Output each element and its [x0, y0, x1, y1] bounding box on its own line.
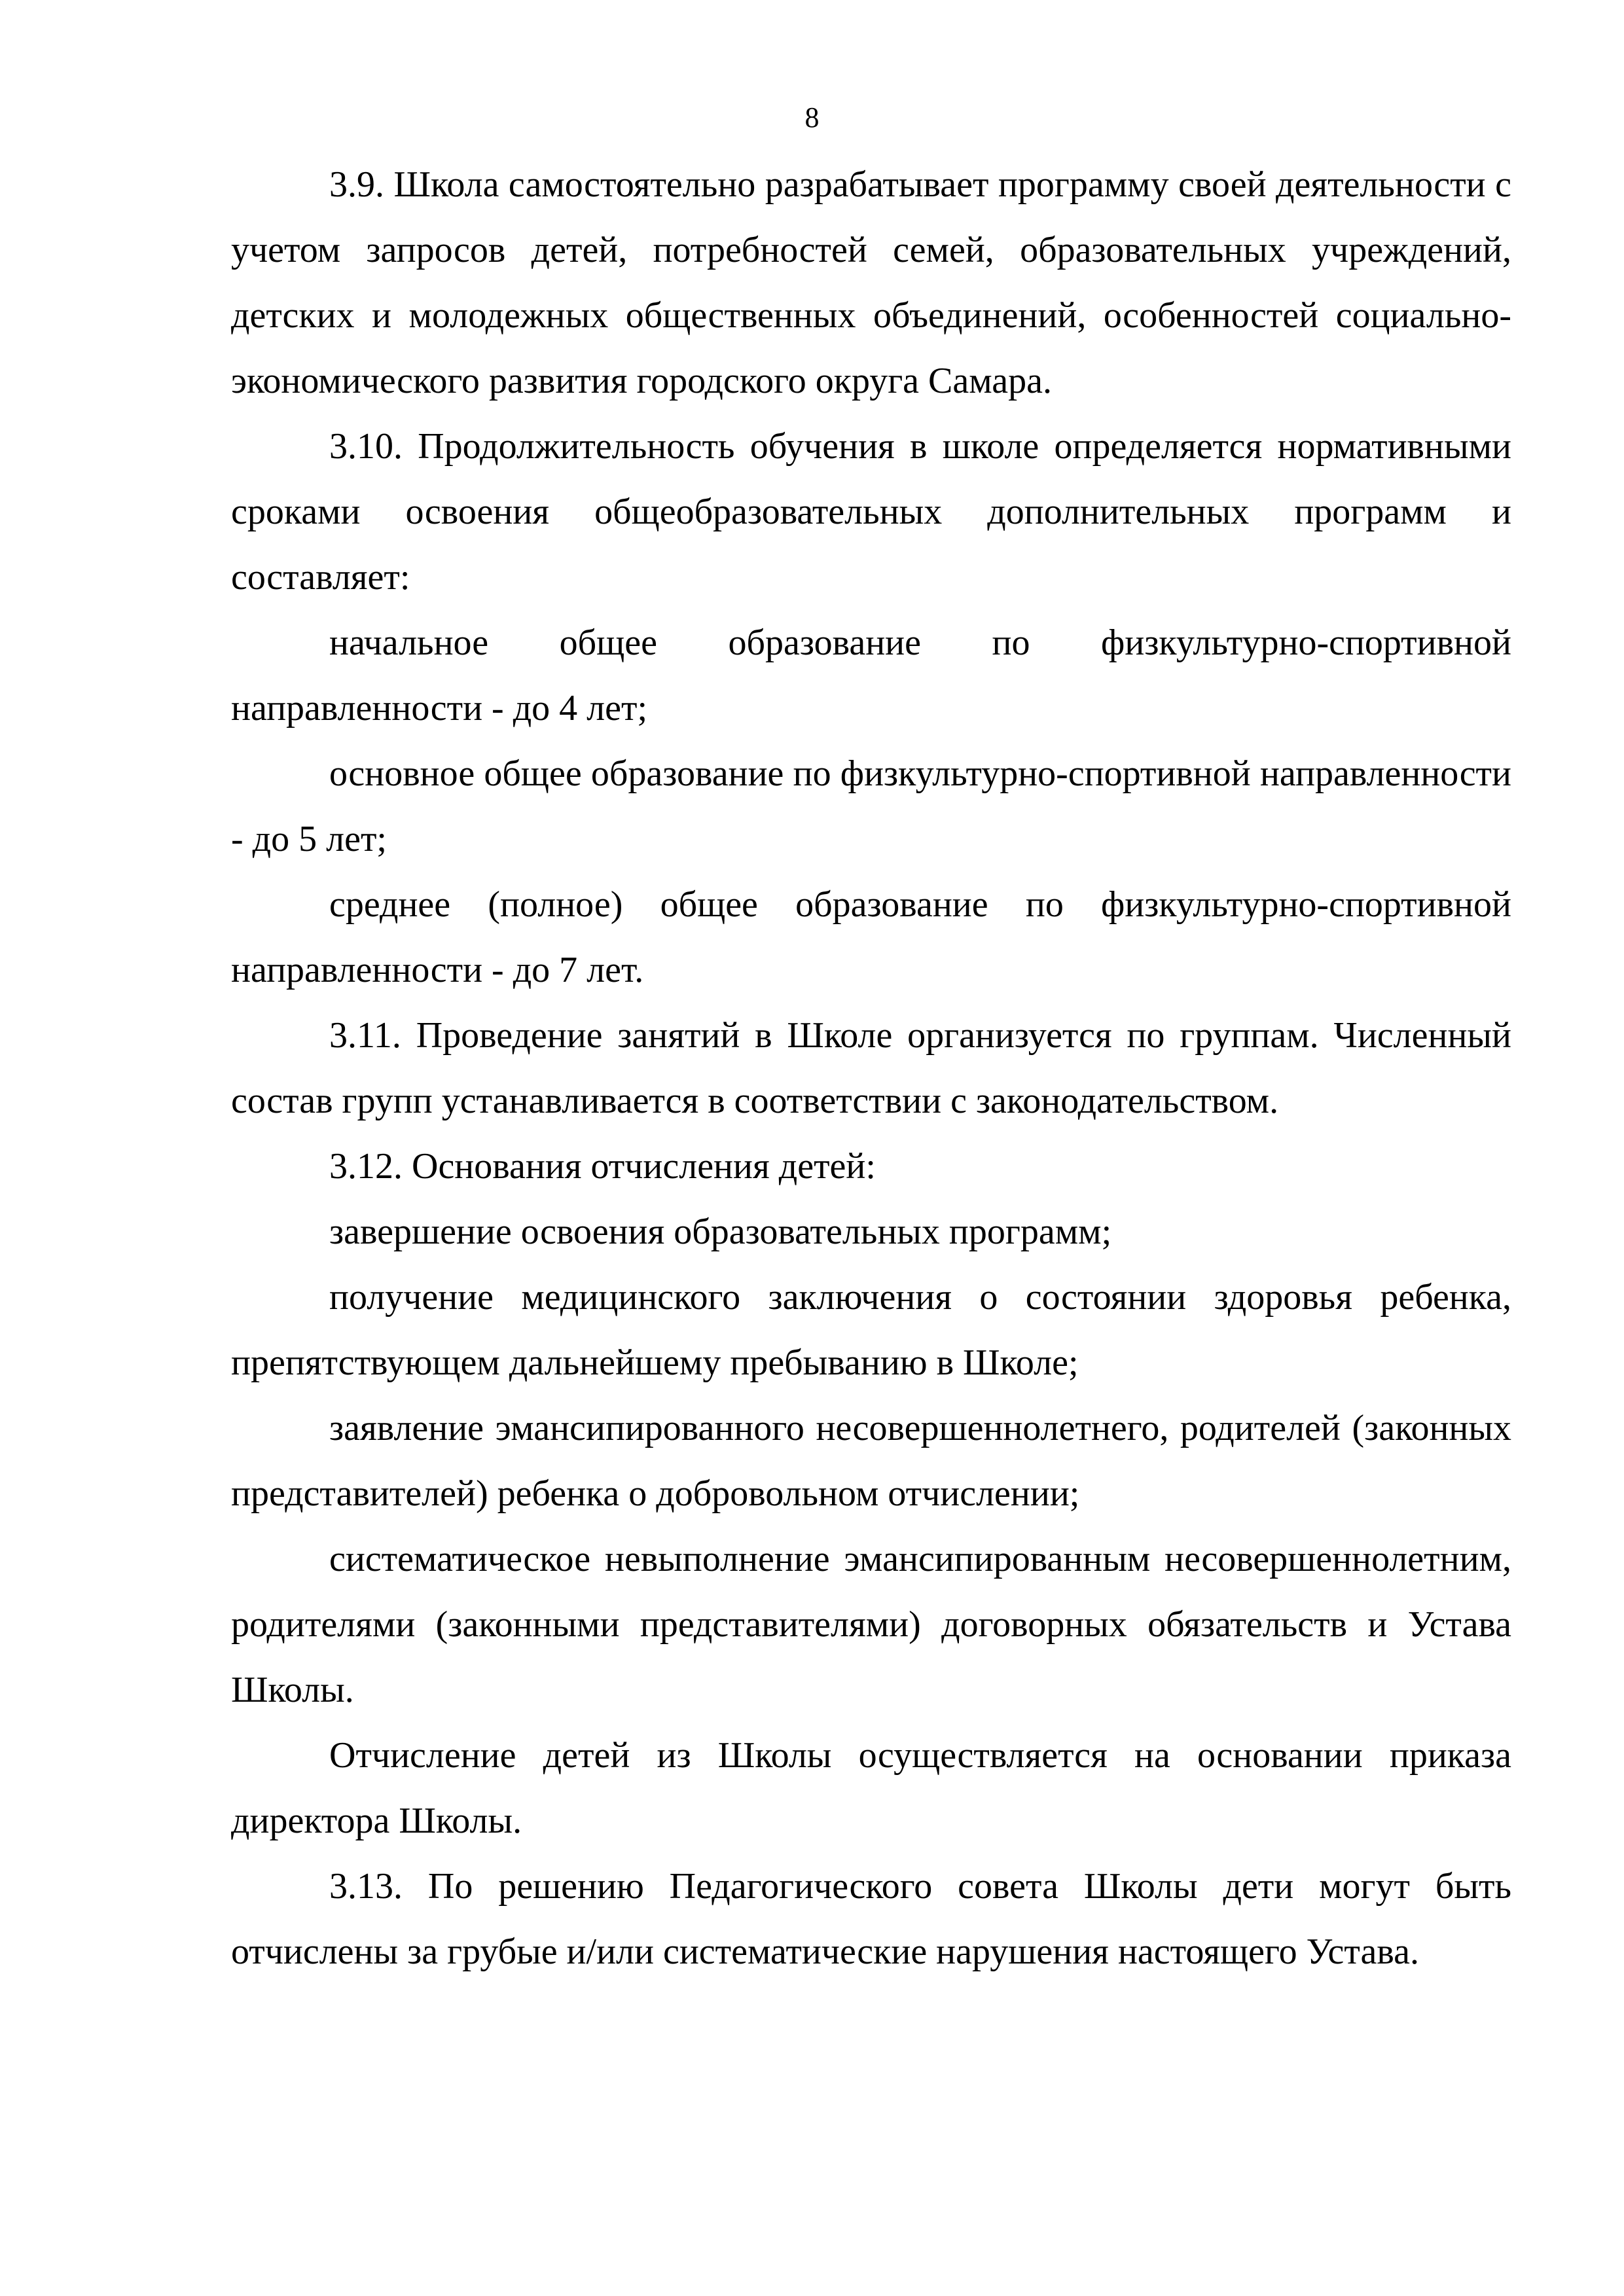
paragraph-3-13: 3.13. По решению Педагогического совета Школы дети могут быть отчислены за грубые и/или систематические нарушения настоящего Устава. — [231, 1866, 1511, 1972]
paragraph-expulsion-reason-application: заявление эмансипированного несовершеннолетнего, родителей (законных представителей) ребенка о добровольном отчислении; — [231, 1408, 1511, 1514]
paragraph-secondary-education: среднее (полное) общее образование по физкультурно-спортивной направленности - до 7 лет. — [231, 884, 1511, 990]
paragraph-expulsion-order: Отчисление детей из Школы осуществляется на основании приказа директора Школы. — [231, 1735, 1511, 1841]
paragraph-3-9: 3.9. Школа самостоятельно разрабатывает программу своей деятельности с учетом запросов детей, потребностей семей, образовательных учреждений, детских и молодежных общественных объединений, особенностей социально-экономического развития городского округа Самара. — [231, 164, 1511, 401]
paragraph-3-11: 3.11. Проведение занятий в Школе организуется по группам. Численный состав групп устанавливается в соответствии с законодательством. — [231, 1015, 1511, 1121]
paragraph-3-12: 3.12. Основания отчисления детей: — [329, 1146, 876, 1187]
paragraph-expulsion-reason-medical: получение медицинского заключения о состоянии здоровья ребенка, препятствующем дальнейшему пребыванию в Школе; — [231, 1277, 1511, 1383]
paragraph-basic-education: основное общее образование по физкультурно-спортивной направленности - до 5 лет; — [231, 753, 1511, 859]
paragraph-expulsion-reason-violation: систематическое невыполнение эмансипированным несовершеннолетним, родителями (законными представителями) договорных обязательств и Устава Школы. — [231, 1539, 1511, 1710]
paragraph-3-10: 3.10. Продолжительность обучения в школе определяется нормативными сроками освоения общеобразовательных дополнительных программ и составляет: — [231, 426, 1511, 598]
document-body — [231, 152, 1511, 1984]
paragraph-expulsion-reason-completion: завершение освоения образовательных программ; — [329, 1211, 1112, 1252]
paragraph-primary-education: начальное общее образование по физкультурно-спортивной направленности - до 4 лет; — [231, 622, 1511, 728]
page-number: 8 — [804, 101, 820, 134]
